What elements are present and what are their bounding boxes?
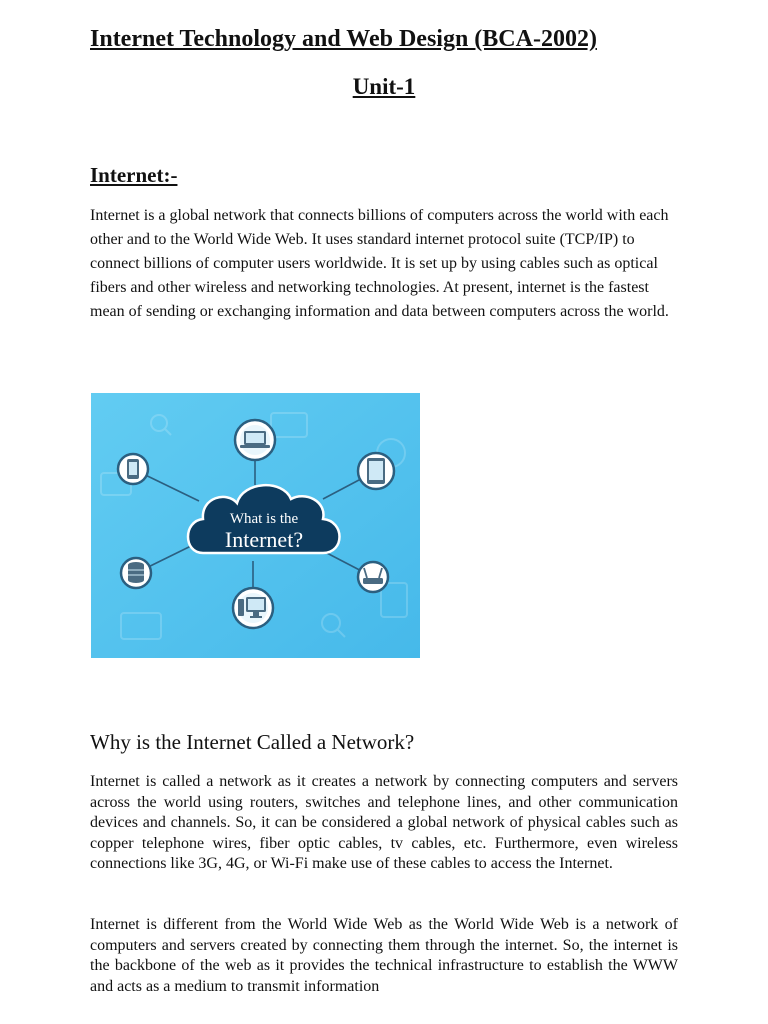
network-paragraph-2: Internet is different from the World Wide Web as the World Wide Web is a network of computers and servers created by connecting them through the internet. So, the internet is the backbone of the web as it provides the technical infrastructure to establish the WWW and acts as a medium to transmit information [90, 916, 678, 995]
network-question-heading: Why is the Internet Called a Network? [90, 730, 415, 754]
document-title: Internet Technology and Web Design (BCA-2002) [90, 26, 597, 52]
cloud-text-line1: What is the [229, 511, 299, 527]
database-icon [121, 558, 151, 588]
desktop-computer-icon [233, 588, 273, 628]
network-paragraph-1: Internet is called a network as it creates a network by connecting computers and servers across the world using routers, switches and telephone lines, and other communication devices and channels. So, it can be considered a global network of physical cables such as copper telephone wires, fiber optic cables, tv cables, etc. Furthermore, even wireless connections like 3G, 4G, or Wi-Fi make use of these cables to access the Internet. [90, 773, 678, 873]
smartphone-icon [118, 454, 148, 484]
internet-heading: Internet:- [90, 163, 178, 187]
tablet-icon [358, 453, 394, 489]
cloud-text-line2: Internet? [224, 527, 304, 552]
internet-illustration [91, 393, 420, 658]
unit-title: Unit-1 [352, 74, 416, 99]
internet-paragraph: Internet is a global network that connects billions of computers across the world with each other and to the World Wide Web. It uses standard internet protocol suite (TCP/IP) to connect billions of computer users worldwide. It is set up by using cables such as optical fibers and other wireless and networking technologies. At present, internet is the fastest mean of sending or exchanging information and data between computers across the world. [90, 207, 669, 320]
router-icon [358, 562, 388, 592]
laptop-icon [235, 420, 275, 460]
